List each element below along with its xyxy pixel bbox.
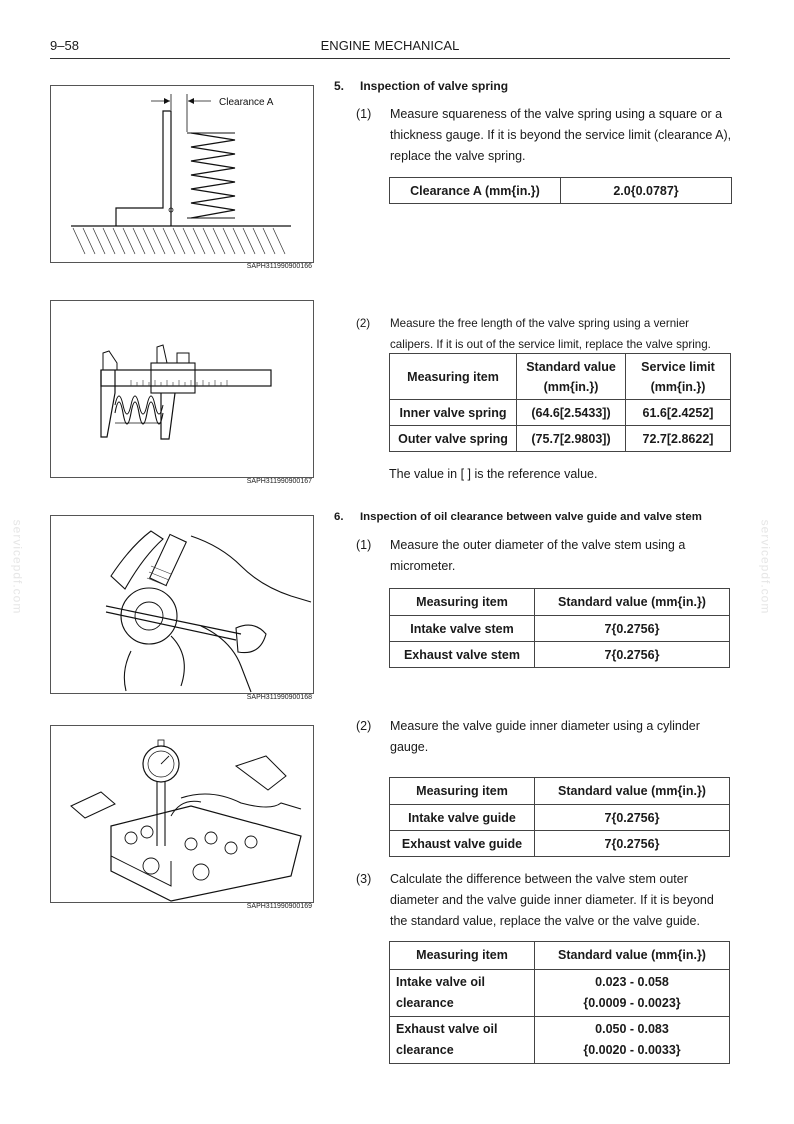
table-cell: 7{0.2756} [535,642,730,668]
micrometer-illustration [51,516,313,693]
section-6-step-1 [334,535,734,577]
table-header: Measuring item [390,942,535,970]
figure-vernier-calipers [50,300,314,478]
section-6-step-3 [334,869,734,932]
table-cell: 7{0.2756} [535,805,730,831]
table-cell: 72.7[2.8622] [626,426,731,452]
table-cell: Intake valve guide [390,805,535,831]
valve-guide-table [389,777,730,857]
table-cell [535,970,730,1017]
figure-code: SAPH311990900169 [246,903,312,910]
reference-note: The value in [ ] is the reference value. [389,467,598,481]
section-5-step-2 [334,313,734,355]
table-header: Service limit (mm{in.}) [626,354,731,400]
step-text: Measure the valve guide inner diameter using a cylinder gauge. [390,719,700,754]
figure-code: SAPH311990900167 [246,478,312,485]
figure-code: SAPH311990900168 [246,694,312,701]
clearance-a-table [389,177,732,204]
table-cell: 61.6[2.4252] [626,400,731,426]
section-title: Inspection of valve spring [360,79,509,93]
table-header: Standard value (mm{in.}) [535,589,730,616]
table-cell [535,1017,730,1064]
step-text: Measure the free length of the valve spring using a vernier calipers. If it is out of the service limit, replace the valve spring. [390,317,711,351]
table-cell: Intake valve stem [390,616,535,642]
watermark-left: servicepdf.com [10,519,25,615]
figure-cylinder-gauge [50,725,314,903]
figure-spring-squareness [50,85,314,263]
section-5-step-1 [334,104,734,167]
table-cell: Clearance A (mm{in.}) [390,178,561,204]
table-cell: Exhaust valve oil clearance [390,1017,535,1064]
vernier-calipers-illustration [51,301,313,477]
section-6-step-2 [334,716,734,758]
figure-micrometer [50,515,314,694]
section-5-heading [334,79,508,93]
value-mm: 0.050 - 0.083 [595,1022,669,1036]
oil-clearance-table [389,941,730,1064]
step-number: (2) [356,719,372,733]
table-header: Standard value (mm{in.}) [517,354,626,400]
table-cell: (64.6[2.5433]) [517,400,626,426]
table-header: Measuring item [390,589,535,616]
cylinder-gauge-illustration [51,726,313,902]
page-header [50,36,730,59]
value-mm: 0.023 - 0.058 [595,975,669,989]
table-cell: Inner valve spring [390,400,517,426]
table-header: Standard value (mm{in.}) [535,942,730,970]
table-cell: (75.7[2.9803]) [517,426,626,452]
table-header: Standard value (mm{in.}) [535,778,730,805]
step-text: Calculate the difference between the valve stem outer diameter and the valve guide inner diameter. If it is beyond the standard value, replace the valve or the valve guide. [390,872,714,928]
step-text: Measure the outer diameter of the valve stem using a micrometer. [390,538,686,573]
table-cell: 7{0.2756} [535,831,730,857]
table-header: Measuring item [390,354,517,400]
clearance-a-label: Clearance A [219,97,274,108]
step-number: (1) [356,538,372,552]
step-number: (1) [356,107,372,121]
figure-code: SAPH311990900166 [246,263,312,270]
table-cell: 7{0.2756} [535,616,730,642]
table-cell: Exhaust valve guide [390,831,535,857]
spring-squareness-illustration [51,86,313,262]
spring-free-length-table [389,353,731,452]
section-number: 5. [334,79,345,93]
table-header: Measuring item [390,778,535,805]
section-title: Inspection of oil clearance between valve guide and valve stem [360,511,702,523]
section-number: 6. [334,511,344,523]
step-number: (3) [356,872,372,886]
step-text: Measure squareness of the valve spring using a square or a thickness gauge. If it is beyond the service limit (clearance A), replace the valve spring. [390,107,732,163]
value-in: {0.0009 - 0.0023} [583,996,681,1010]
table-cell: Intake valve oil clearance [390,970,535,1017]
watermark-right: servicepdf.com [758,519,773,615]
page-number: 9–58 [50,38,79,53]
table-cell: 2.0{0.0787} [561,178,732,204]
section-6-heading [334,511,702,523]
page-title: ENGINE MECHANICAL [320,38,460,53]
value-in: {0.0020 - 0.0033} [583,1043,681,1057]
table-cell: Exhaust valve stem [390,642,535,668]
valve-stem-table [389,588,730,668]
step-number: (2) [356,317,371,330]
table-cell: Outer valve spring [390,426,517,452]
